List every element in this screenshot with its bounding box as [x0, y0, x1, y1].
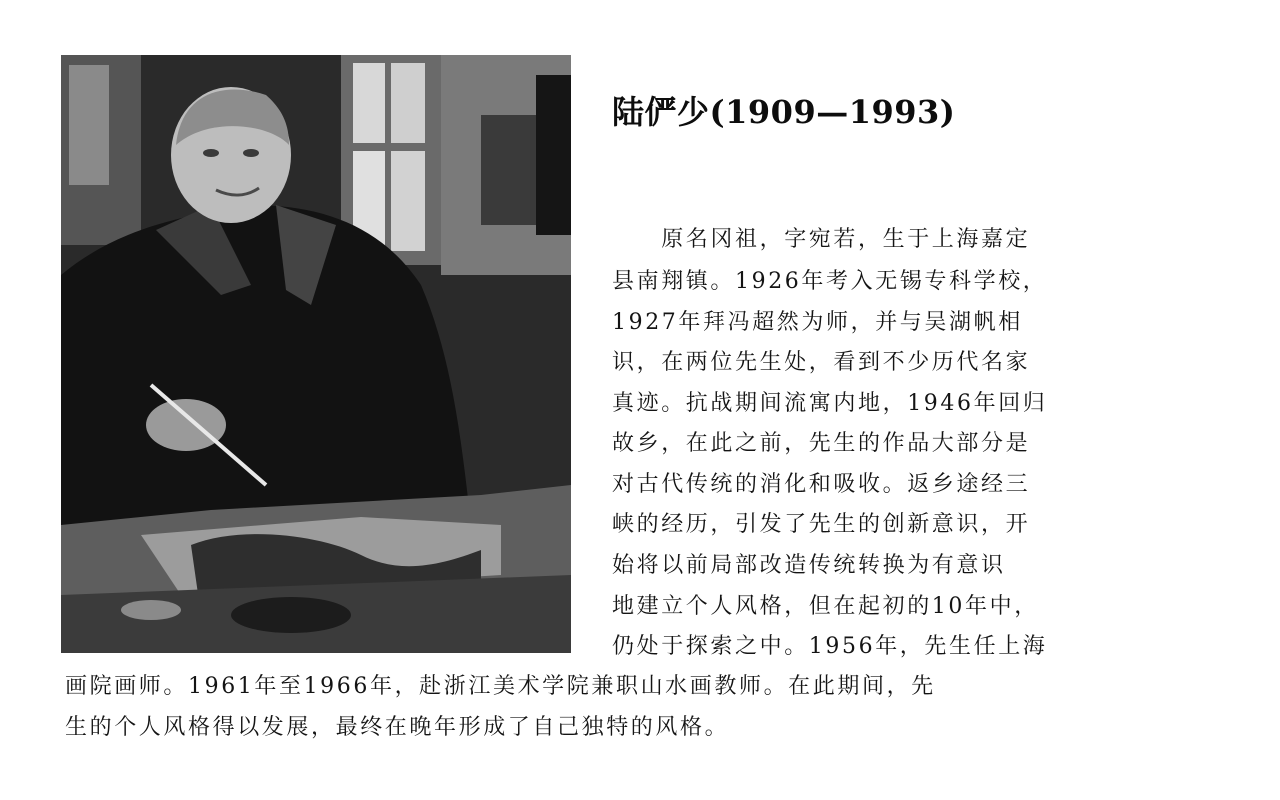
paragraph-line-full: 画院画师。1961年至1966年，赴浙江美术学院兼职山水画教师。在此期间，先: [65, 674, 936, 699]
paragraph-line: 对古代传统的消化和吸收。返乡途经三: [612, 472, 1031, 497]
paragraph-line: 原名冈祖，字宛若，生于上海嘉定: [612, 227, 1031, 252]
portrait-photo-image: [61, 55, 571, 653]
portrait-photo: [61, 55, 571, 653]
paragraph-line: 真迹。抗战期间流寓内地，1946年回归: [612, 391, 1048, 416]
paragraph-line: 1927年拜冯超然为师，并与吴湖帆相: [612, 310, 1023, 335]
paragraph-line: 仍处于探索之中。1956年，先生任上海: [612, 634, 1048, 659]
paragraph-line: 峡的经历，引发了先生的创新意识，开: [612, 512, 1031, 537]
paragraph-line: 始将以前局部改造传统转换为有意识: [612, 553, 1006, 578]
page-title: 陆俨少(1909—1993): [612, 93, 956, 131]
paragraph-line: 县南翔镇。1926年考入无锡专科学校，: [612, 269, 1048, 294]
paragraph-line-full: 生的个人风格得以发展，最终在晚年形成了自己独特的风格。: [65, 715, 730, 740]
paragraph-line: 识，在两位先生处，看到不少历代名家: [612, 350, 1031, 375]
paragraph-line: 地建立个人风格，但在起初的10年中，: [612, 594, 1039, 619]
paragraph-line: 故乡，在此之前，先生的作品大部分是: [612, 431, 1031, 456]
